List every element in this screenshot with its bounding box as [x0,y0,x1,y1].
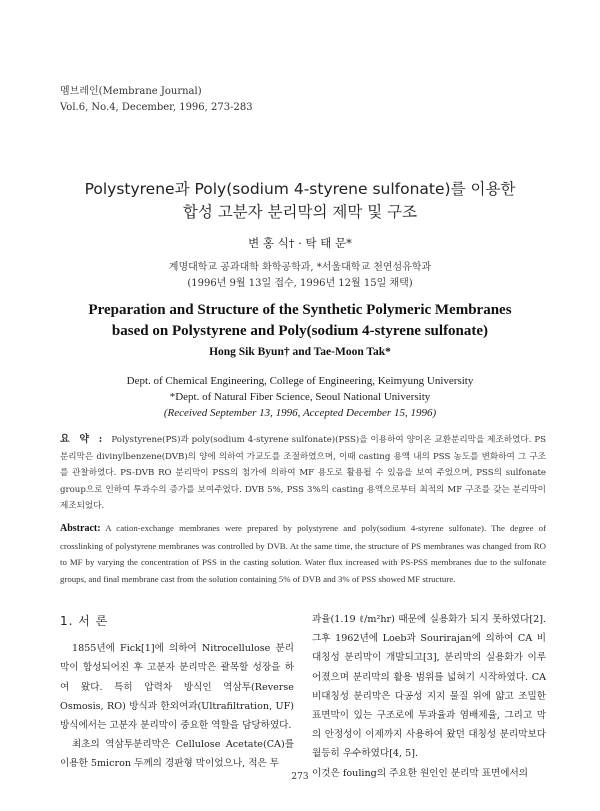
korean-title [0,178,600,224]
body-column-left [60,612,294,774]
korean-title-line2: 합성 고분자 분리막의 제막 및 구조 [182,203,418,221]
english-title-line2: based on Polystyrene and Poly(sodium 4-styrene sulfonate) [111,323,489,339]
body-paragraph: 최초의 역삼투분리막은 Cellulose Acetate(CA)를 이용한 5micron 두께의 경판형 막이었으나, 적은 투 [60,739,294,770]
english-title-line1: Preparation and Structure of the Synthetic Polymeric Membranes [88,302,512,318]
korean-abstract-label: 요 약 : [60,434,106,445]
body-paragraph: 이것은 fouling의 주요한 원인인 분리막 표면에서의 [312,767,529,779]
body-paragraph: 과율(1.19 ℓ/m²hr) 때문에 실용화가 되지 못하였다[2]. 그후 1962년에 Loeb과 Sourirajan에 의하여 CA 비대칭성 분리막이 개발되고[3], 분리막의 실용화가 이루어졌으며 분리막의 활용 범위를 넓혀기 시작하였다. CA 비대칭성 분리막은 다공성 지지 물질 위에 얇고 조밀한 표면막이 있는 구조로에 투과율과 염배제율, 그리고 막의 안정성이 이제까지 사용하여 왔던 대칭성 분리막보다 월등히 우수하였다[4, 5]. [312,614,546,760]
korean-authors: 변 홍 식† · 탁 태 문* [248,236,352,250]
journal-name: 멤브레인(Membrane Journal) [60,86,202,97]
page-number: 273 [291,772,309,782]
body-column-right [312,610,546,783]
english-abstract-label: Abstract: [60,523,101,534]
korean-abstract-text: Polystyrene(PS)과 poly(sodium 4-styrene sulfonate)(PSS)을 이용하여 양이온 교환분리막을 제조하였다. PS 분리막은 divinylbenzene(DVB)의 양에 의하여 가교도를 조절하였으며, 이때 casting 용액 내의 PSS 농도를 변화하여 그 구조를 관찰하였다. PS-DVB RO 분리막이 PSS의 첨가에 의하여 MF 용도로 활용될 수 있음을 보여 주었으며, PSS의 sulfonate group으로 인하여 투과수의 증가를 보여주었다. DVB 5%, PSS 3%의 casting 용액으로부터 최적의 MF 구조를 갖는 분리막이 제조되었다. [60,435,546,511]
english-affiliation-2: *Dept. of Natural Fiber Science, Seoul National University [169,391,431,403]
journal-header [60,84,253,116]
english-abstract-text: A cation-exchange membranes were prepared by polystyrene and poly(sodium 4-styrene sulfonate). The degree of crosslinking of polystyrene membranes was controlled by DVB. At the same time, the structure of PS membranes was changed from RO to MF by varying the concentration of PSS in the casting solution. Water flux increased with PS-PSS membranes due to the sulfonate groups, and final membrane cast from the solution containing 5% of DVB and 3% of PSS showed MF structure. [60,523,546,584]
korean-abstract [60,432,546,515]
korean-affiliation: 계명대학교 공과대학 화학공학과, *서울대학교 천연섬유학과 [168,262,432,273]
english-authors: Hong Sik Byun† and Tae-Moon Tak* [209,346,391,358]
korean-dates: (1996년 9월 13일 접수, 1996년 12월 15일 채택) [187,278,413,289]
body-paragraph: 1855년에 Fick[1]에 의하여 Nitrocellulose 분리막이 합성되어진 후 고분자 분리막은 괄목할 성장을 하여 왔다. 특히 압력차 방식인 역삼투(Reverse Osmosis, RO) 방식과 한외여과(Ultrafiltration, UF) 방식에서는 고분자 분리막이 중요한 역할을 담당하였다. [60,643,294,732]
english-affiliation-block [0,373,600,421]
section-heading-introduction: 1. 서 론 [60,614,109,628]
korean-affiliation-block [0,260,600,292]
journal-volume: Vol.6, No.4, December, 1996, 273-283 [60,102,253,113]
english-dates: (Received September 13, 1996, Accepted December 15, 1996) [163,407,437,419]
english-abstract [60,520,546,587]
korean-title-line1: Polystyrene과 Poly(sodium 4-styrene sulfonate)를 이용한 [84,180,516,198]
english-title [0,300,600,342]
english-affiliation-1: Dept. of Chemical Engineering, College of Engineering, Keimyung University [126,375,474,387]
